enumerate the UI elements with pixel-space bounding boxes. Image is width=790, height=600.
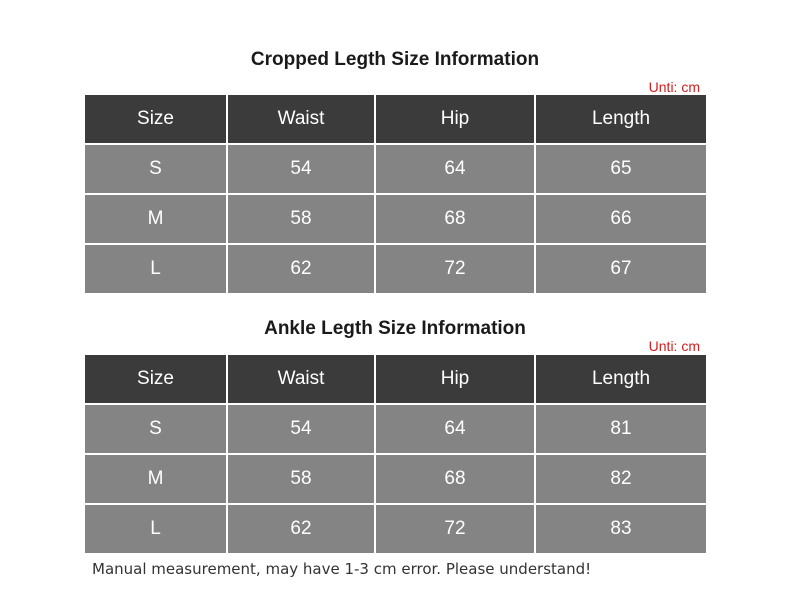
cell-size: M [85,195,228,245]
cell-size: L [85,505,228,553]
cell-waist: 58 [228,195,376,245]
ankle-header-row [85,355,706,405]
table-row [85,245,706,293]
cropped-unit-note: Unti: cm [648,79,700,95]
cell-size: S [85,145,228,195]
ankle-size-table [85,355,706,553]
cell-hip: 64 [376,145,536,195]
cell-waist: 58 [228,455,376,505]
cropped-size-table [85,95,706,293]
cell-length: 66 [536,195,706,245]
cell-waist: 54 [228,405,376,455]
header-hip: Hip [376,95,536,145]
cell-waist: 62 [228,505,376,553]
table-row [85,455,706,505]
cell-length: 81 [536,405,706,455]
table-row [85,505,706,553]
cell-waist: 54 [228,145,376,195]
cell-hip: 68 [376,455,536,505]
cell-length: 82 [536,455,706,505]
header-length: Length [536,95,706,145]
cell-size: M [85,455,228,505]
cell-length: 65 [536,145,706,195]
measurement-footnote: Manual measurement, may have 1-3 cm error. Please understand! [92,560,592,578]
cell-hip: 68 [376,195,536,245]
cell-size: S [85,405,228,455]
table-row [85,145,706,195]
header-hip: Hip [376,355,536,405]
cell-hip: 72 [376,505,536,553]
cell-waist: 62 [228,245,376,293]
cropped-header-row [85,95,706,145]
cell-length: 83 [536,505,706,553]
cell-size: L [85,245,228,293]
header-size: Size [85,355,228,405]
cell-length: 67 [536,245,706,293]
header-waist: Waist [228,355,376,405]
table-row [85,405,706,455]
table-row [85,195,706,245]
cropped-size-title: Cropped Legth Size Information [250,49,540,70]
ankle-unit-note: Unti: cm [648,338,700,354]
header-length: Length [536,355,706,405]
ankle-size-title: Ankle Legth Size Information [264,318,526,339]
cell-hip: 64 [376,405,536,455]
cell-hip: 72 [376,245,536,293]
header-waist: Waist [228,95,376,145]
header-size: Size [85,95,228,145]
